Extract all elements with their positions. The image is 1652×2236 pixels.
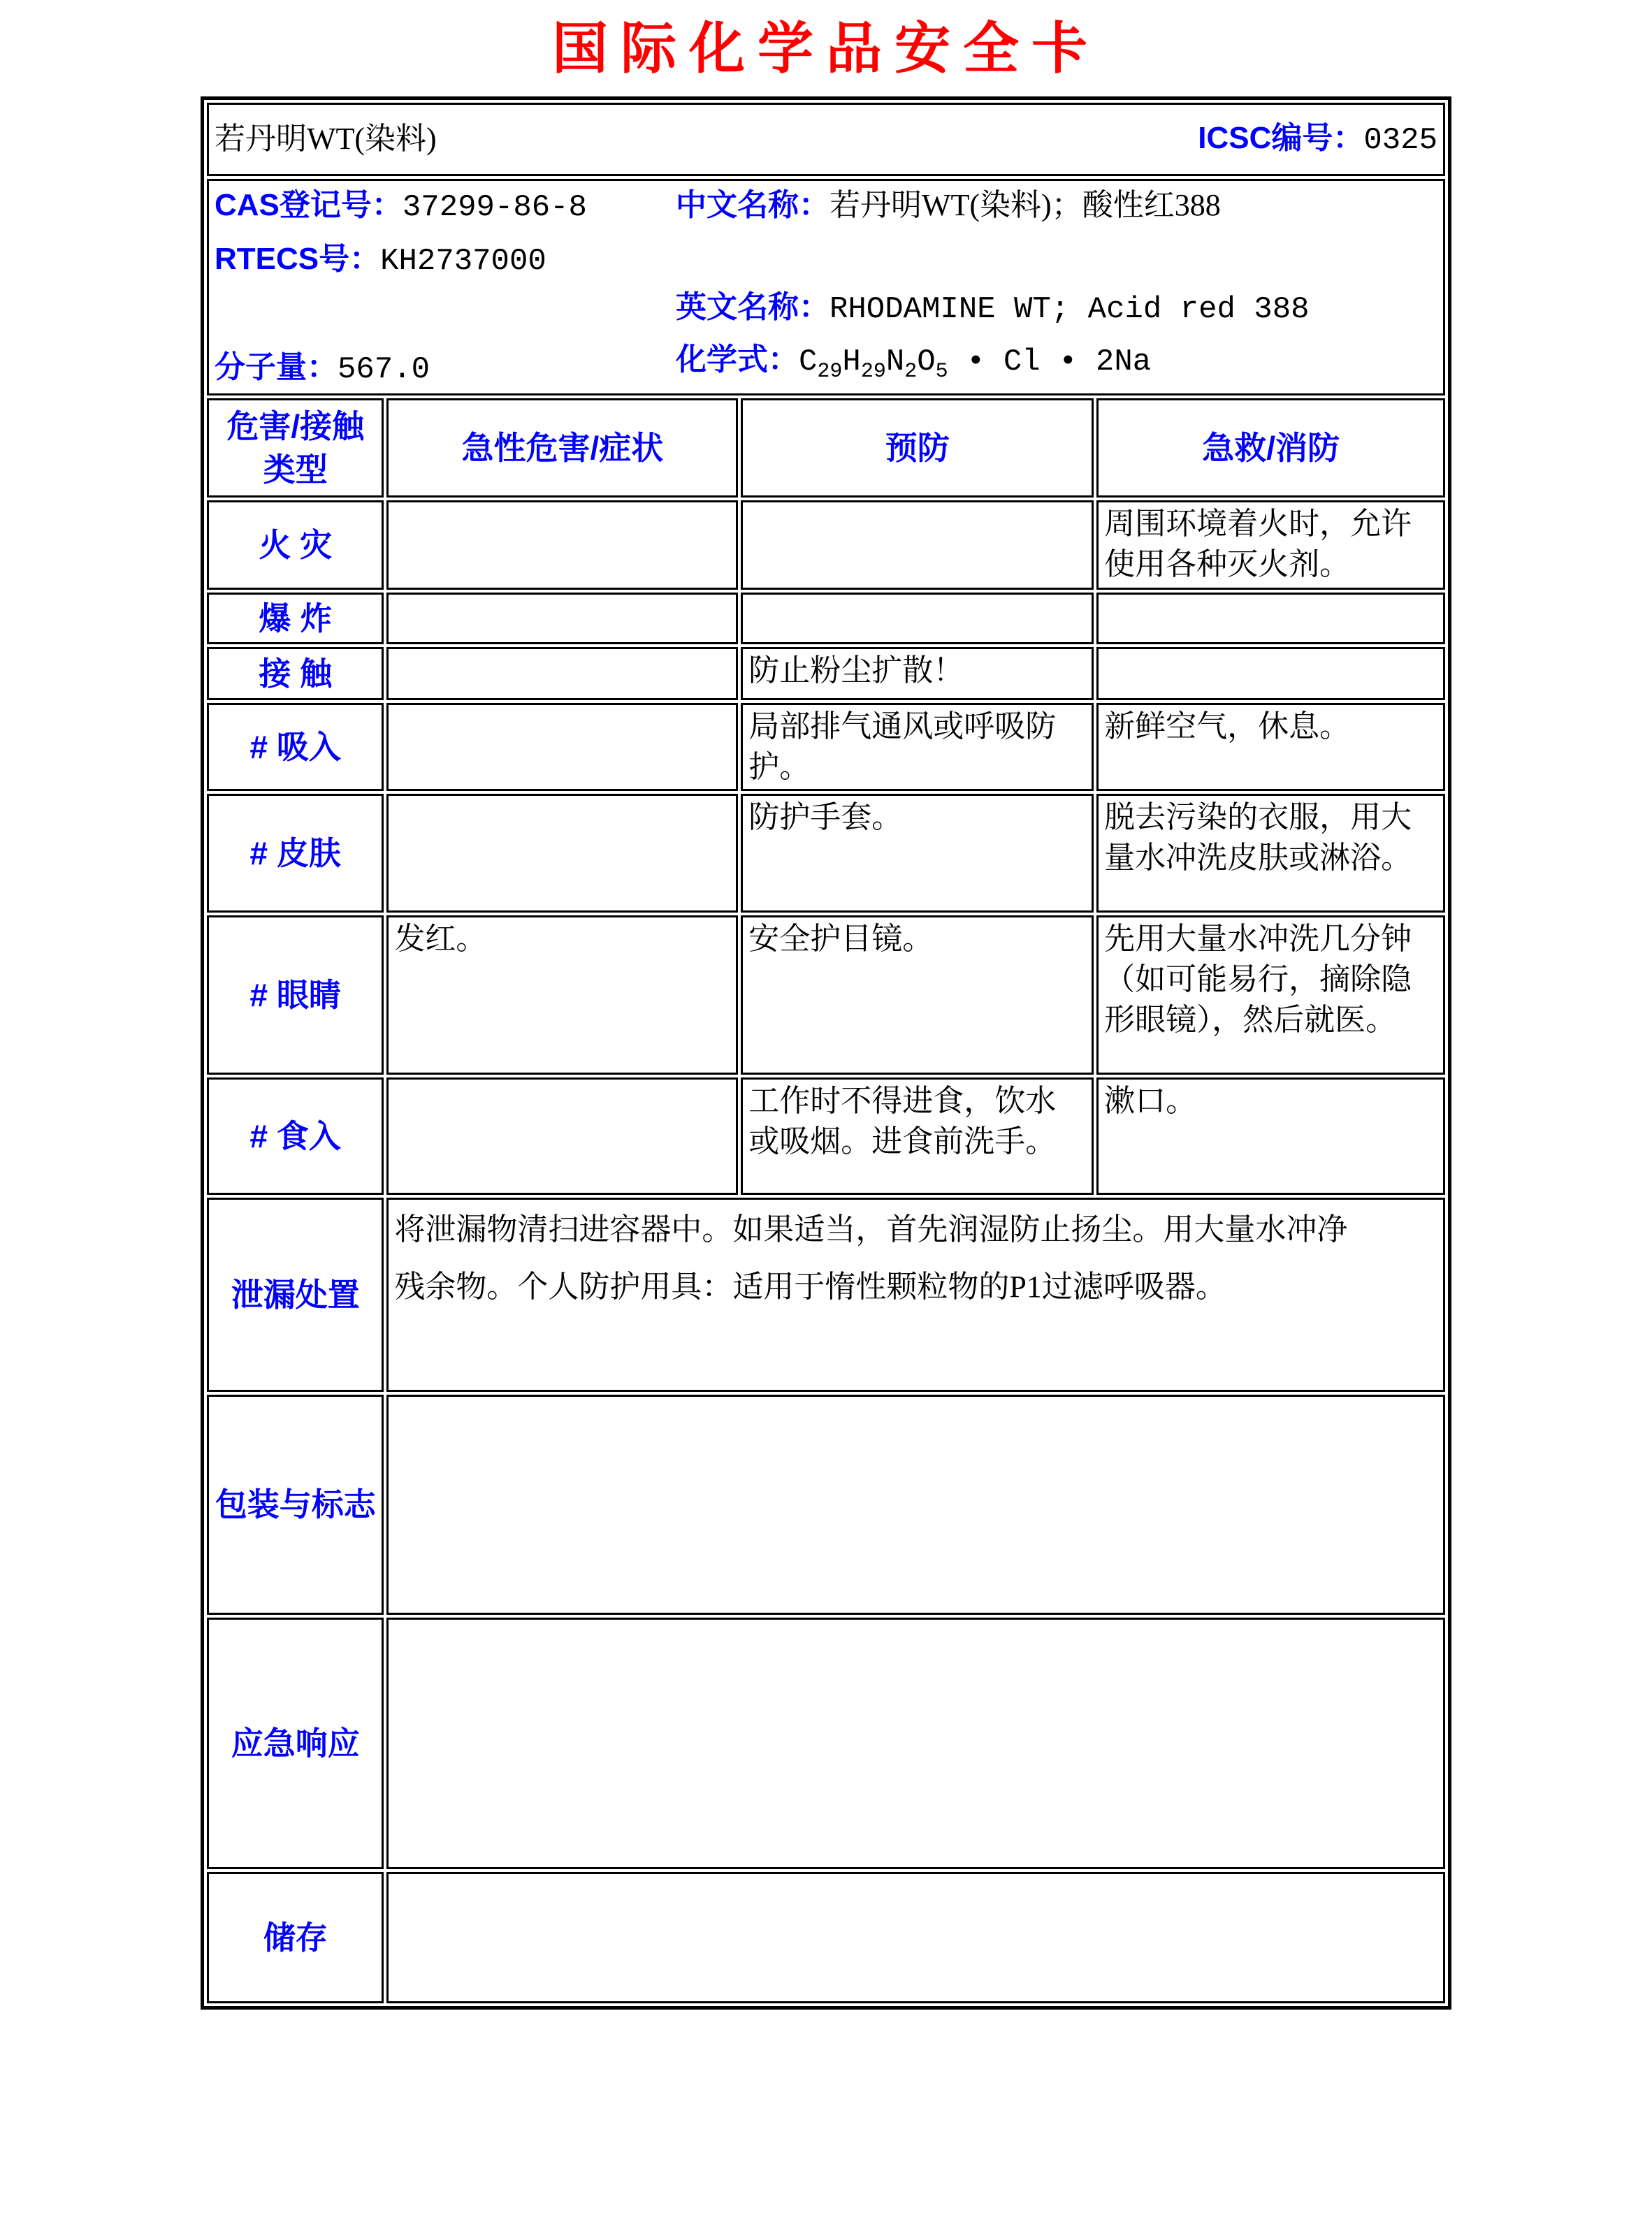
header-prevention: 预防	[741, 398, 1094, 498]
formula-value: $C_{29}H_{29}N_2O_5$ • Cl • 2Na	[799, 344, 1152, 384]
cas-value: 37299-86-8	[402, 190, 587, 225]
skin-symptoms	[386, 794, 738, 913]
storage-label: 储存	[207, 1872, 384, 2003]
fire-label: 火 灾	[207, 500, 384, 590]
substance-name: 若丹明WT(染料)	[215, 122, 437, 157]
en-name-value: RHODAMINE WT; Acid red 388	[829, 292, 1310, 328]
inhalation-prevention: 局部排气通风或呼吸防护。	[741, 703, 1094, 791]
page-title: 国际化学品安全卡	[552, 17, 1100, 80]
row-ingestion	[207, 1077, 1445, 1195]
inhalation-symptoms	[386, 703, 738, 791]
cn-name-label: 中文名称：	[676, 188, 829, 222]
ingestion-label: # 食入	[207, 1077, 384, 1195]
cn-name-line	[676, 185, 1437, 226]
hazard-header-row	[207, 398, 1445, 498]
en-name-label: 英文名称：	[676, 290, 829, 325]
mol-weight-line	[215, 347, 676, 390]
formula-line	[676, 340, 1437, 386]
inhalation-label: # 吸入	[207, 703, 384, 791]
row-storage	[207, 1872, 1445, 2003]
explosion-prevention	[741, 593, 1094, 644]
en-name-line	[676, 287, 1437, 330]
packaging-label: 包装与标志	[207, 1395, 384, 1615]
row-explosion	[207, 593, 1445, 644]
skin-label: # 皮肤	[207, 794, 384, 913]
row-emergency	[207, 1618, 1445, 1869]
identification-right-column	[676, 182, 1437, 390]
identification-row	[207, 179, 1445, 395]
eyes-label: # 眼睛	[207, 915, 384, 1075]
ingestion-symptoms	[386, 1077, 738, 1195]
row-fire	[207, 500, 1445, 590]
explosion-label: 爆 炸	[207, 593, 384, 644]
eyes-prevention: 安全护目镜。	[741, 915, 1094, 1075]
eyes-symptoms: 发红。	[386, 915, 738, 1075]
safety-card-table	[201, 96, 1451, 2010]
mol-weight-value: 567.0	[338, 352, 430, 388]
row-packaging	[207, 1395, 1445, 1615]
icsc-number: 0325	[1363, 122, 1437, 158]
icsc-number-group	[1198, 118, 1437, 161]
storage-content	[386, 1872, 1445, 2003]
row-exposure	[207, 647, 1445, 700]
card-header-row	[207, 103, 1445, 176]
exposure-label: 接 触	[207, 647, 384, 700]
row-spillage	[207, 1198, 1445, 1392]
cn-name-value: 若丹明WT(染料)；酸性红388	[829, 188, 1221, 222]
rtecs-label: RTECS号：	[215, 242, 381, 277]
skin-prevention: 防护手套。	[741, 794, 1094, 913]
identification-cell	[207, 179, 1445, 395]
spillage-content: 将泄漏物清扫进容器中。如果适当，首先润湿防止扬尘。用大量水冲净残余物。个人防护用具：适用于惰性颗粒物的P1过滤呼吸器。	[386, 1198, 1445, 1392]
card-header-cell	[207, 103, 1445, 176]
eyes-aid: 先用大量水冲洗几分钟（如可能易行，摘除隐形眼镜），然后就医。	[1096, 915, 1445, 1075]
row-skin	[207, 794, 1445, 913]
exposure-symptoms	[386, 647, 738, 700]
spillage-label: 泄漏处置	[207, 1198, 384, 1392]
ingestion-aid: 漱口。	[1096, 1077, 1445, 1195]
header-first-aid-fire: 急救/消防	[1096, 398, 1445, 498]
cas-line	[215, 185, 676, 228]
packaging-content	[386, 1395, 1445, 1615]
cas-label: CAS登记号：	[215, 188, 403, 222]
header-acute-symptoms: 急性危害/症状	[386, 398, 738, 498]
fire-aid: 周围环境着火时，允许使用各种灭火剂。	[1096, 500, 1445, 590]
explosion-symptoms	[386, 593, 738, 644]
skin-aid: 脱去污染的衣服，用大量水冲洗皮肤或淋浴。	[1096, 794, 1445, 913]
inhalation-aid: 新鲜空气，休息。	[1096, 703, 1445, 791]
header-hazard-type: 危害/接触 类型	[207, 398, 384, 498]
row-inhalation	[207, 703, 1445, 791]
exposure-aid	[1096, 647, 1445, 700]
identification-left-column	[215, 182, 676, 390]
row-eyes	[207, 915, 1445, 1075]
icsc-label: ICSC编号：	[1198, 120, 1364, 155]
rtecs-value: KH2737000	[380, 244, 546, 280]
explosion-aid	[1096, 593, 1445, 644]
formula-label: 化学式：	[676, 342, 799, 377]
emergency-label: 应急响应	[207, 1618, 384, 1869]
mol-weight-label: 分子量：	[215, 350, 338, 385]
emergency-content	[386, 1618, 1445, 1869]
fire-symptoms	[386, 500, 738, 590]
fire-prevention	[741, 500, 1094, 590]
exposure-prevention: 防止粉尘扩散！	[741, 647, 1094, 700]
ingestion-prevention: 工作时不得进食，饮水或吸烟。进食前洗手。	[741, 1077, 1094, 1195]
rtecs-line	[215, 239, 676, 282]
